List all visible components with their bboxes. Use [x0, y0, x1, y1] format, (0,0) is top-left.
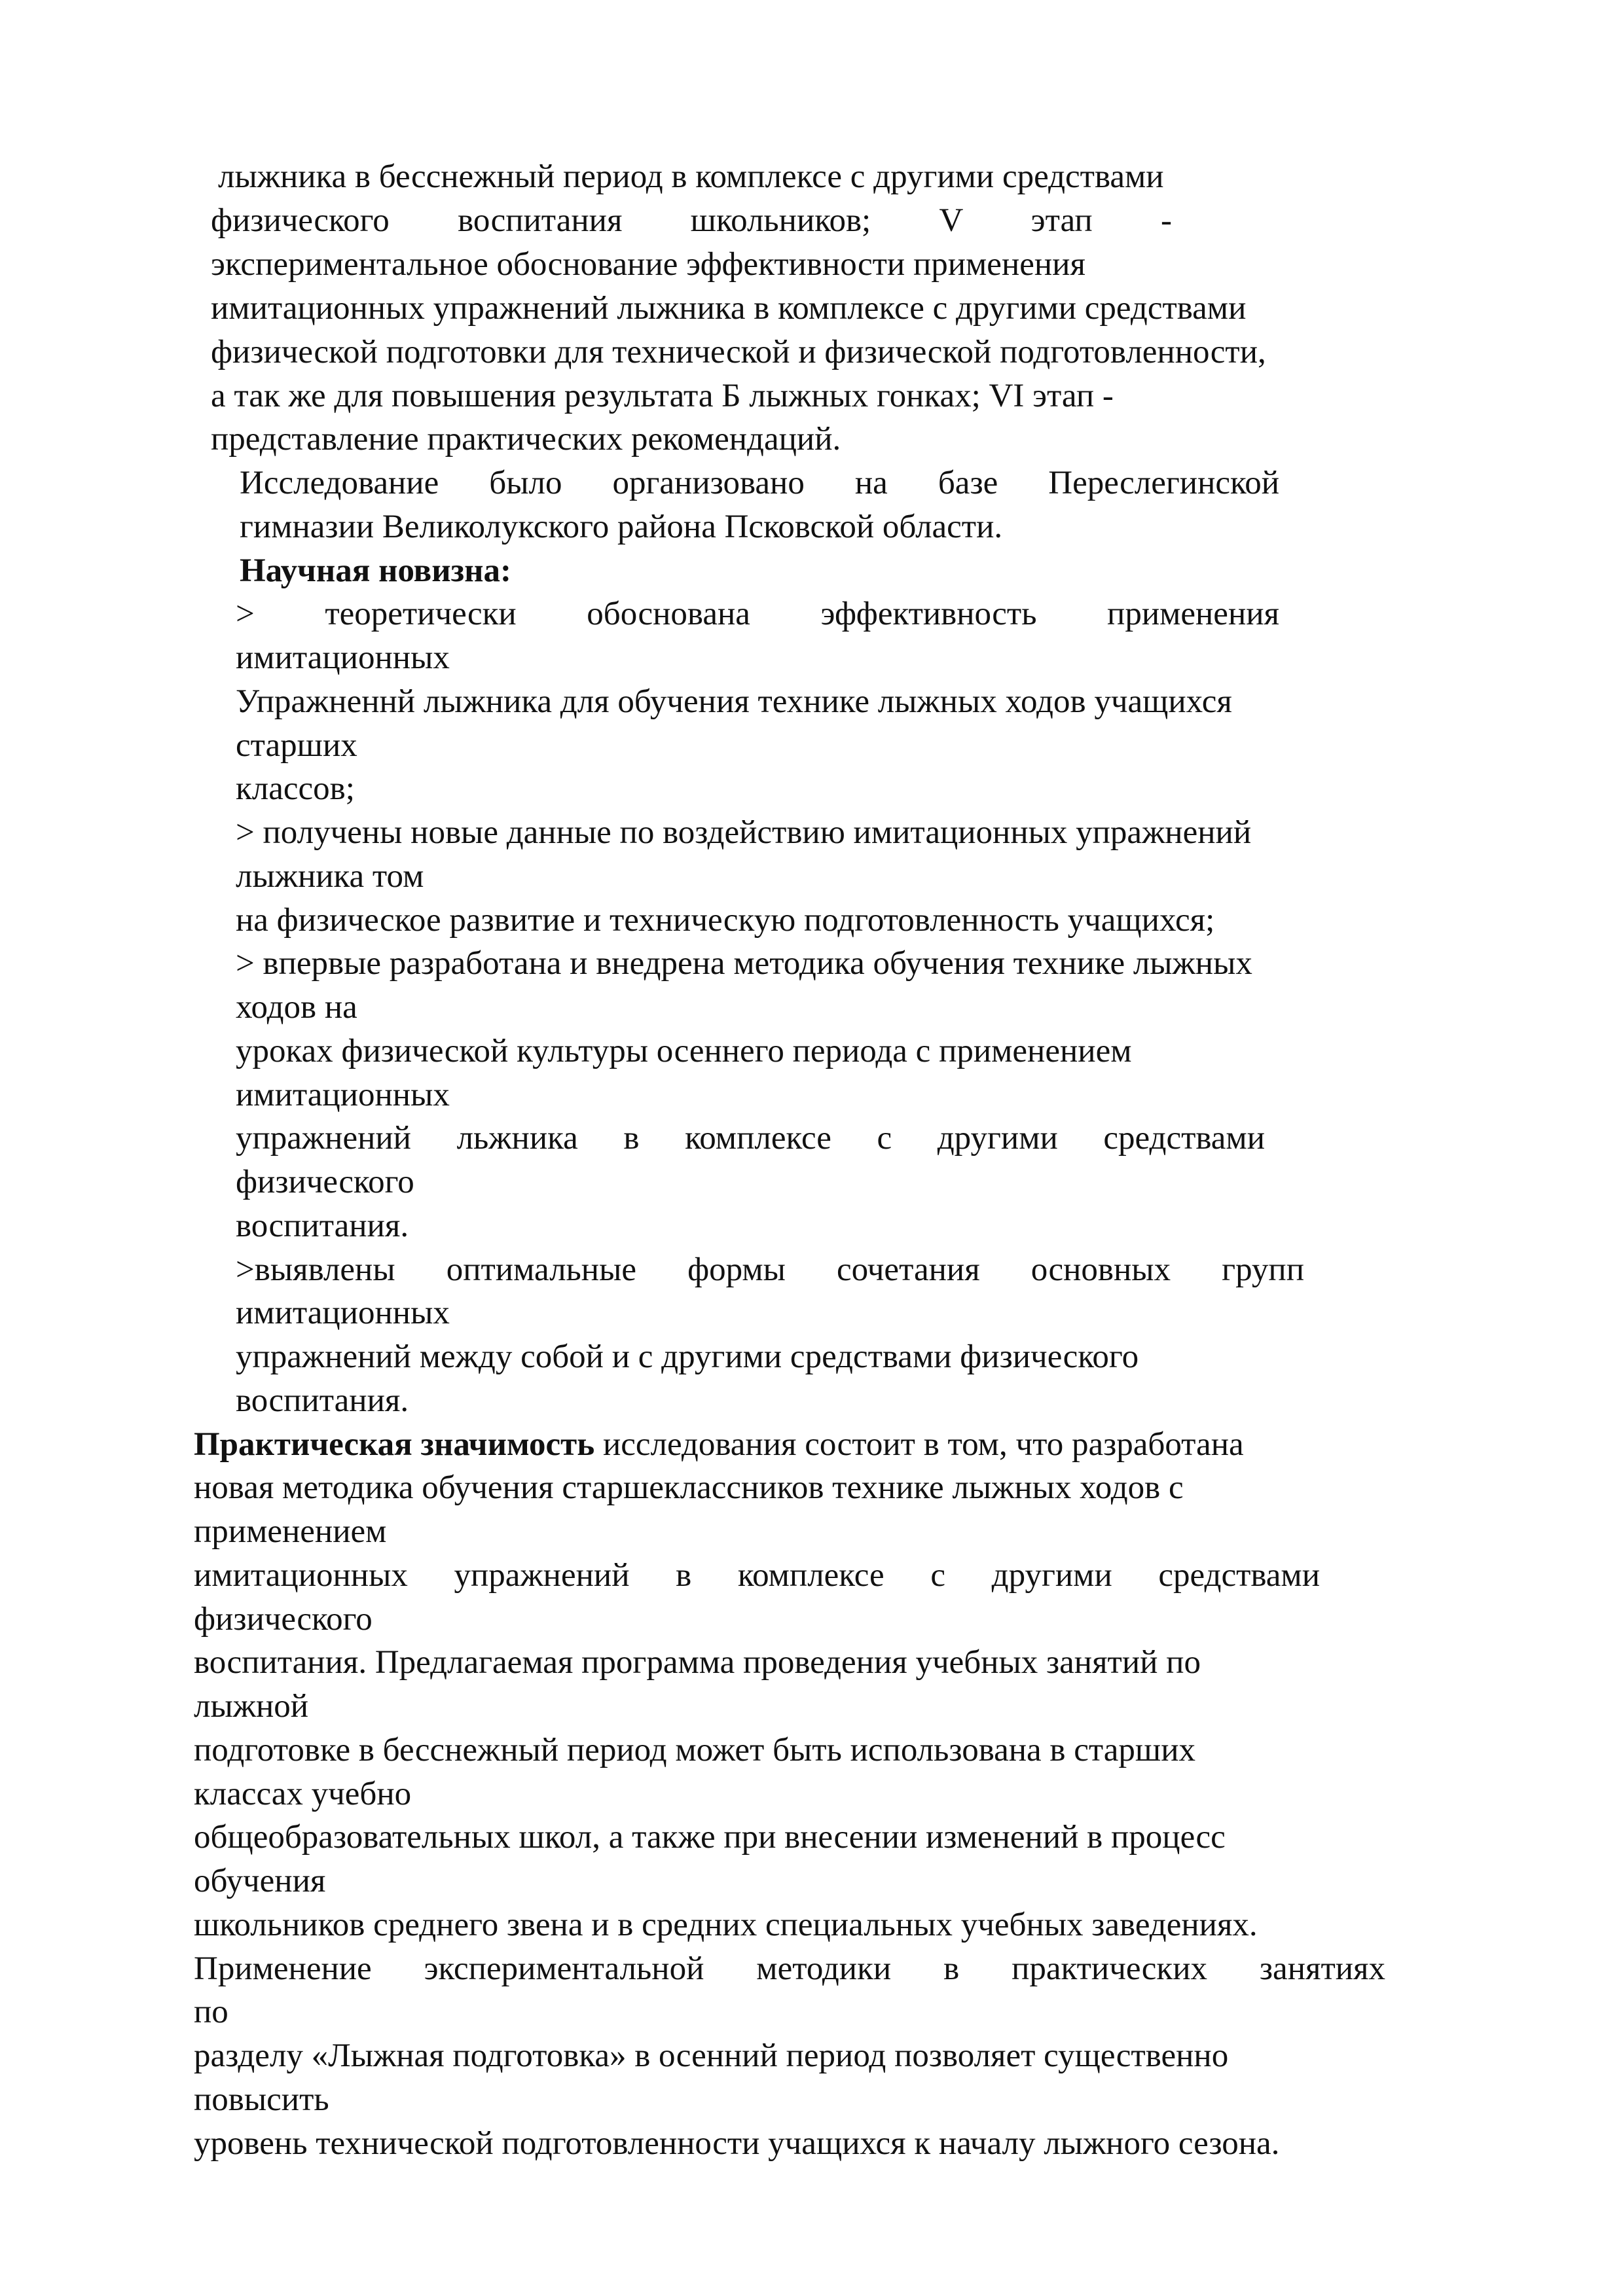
text-line: физического	[194, 1601, 373, 1638]
text-line: лыжника том	[236, 858, 424, 895]
text-line: имитационных	[236, 639, 450, 676]
text-line: воспитания.	[236, 1208, 409, 1244]
text-line: > получены новые данные по воздействию имитационных упражнений	[236, 814, 1252, 851]
text-line: упражнений между собой и с другими средствами физического	[236, 1338, 1139, 1375]
text-line: физического воспитания школьников; V этап -	[211, 202, 1172, 239]
text-line: по	[194, 1994, 228, 2030]
text-line	[194, 1425, 1244, 1464]
text-line: лыжной	[194, 1688, 309, 1725]
text-line: > впервые разработана и внедрена методика обучения технике лыжных	[236, 945, 1252, 982]
text-line: школьников среднего звена и в средних специальных учебных заведениях.	[194, 1907, 1258, 1943]
text-line: применением	[194, 1513, 387, 1550]
text-line: ходов на	[236, 989, 357, 1026]
text-line: разделу «Лыжная подготовка» в осенний период позволяет существенно	[194, 2037, 1229, 2074]
text-line: на физическое развитие и техническую подготовленность учащихся;	[236, 902, 1215, 939]
text-line: имитационных	[236, 1295, 450, 1331]
text-line: старших	[236, 727, 357, 764]
text-line: Исследование было организовано на базе Переслегинской	[240, 465, 1279, 501]
text-line: > теоретически обоснована эффективность применения	[236, 596, 1279, 632]
text-line: >выявлены оптимальные формы сочетания основных групп	[236, 1251, 1304, 1288]
text-line: уроках физической культуры осеннего периода с применением	[236, 1033, 1132, 1069]
text-line: классов;	[236, 770, 355, 807]
text-line: Применение экспериментальной методики в практических занятиях	[194, 1950, 1385, 1987]
text-line: обучения	[194, 1863, 326, 1899]
text-line: гимназии Великолукского района Псковской области.	[240, 509, 1003, 545]
text-line: общеобразовательных школ, а также при внесении изменений в процесс	[194, 1819, 1226, 1856]
text-line: представление практических рекомендаций.	[211, 421, 841, 457]
text-line: а так же для повышения результата Б лыжных гонках; VI этап -	[211, 378, 1114, 414]
text-line: имитационных	[236, 1077, 450, 1113]
section-heading: Практическая значимость	[194, 1426, 595, 1463]
text-line: упражнений льжника в комплексе с другими средствами	[236, 1120, 1265, 1157]
text-line: воспитания.	[236, 1382, 409, 1419]
text-span: исследования состоит в том, что разработана	[594, 1426, 1244, 1463]
text-line: новая методика обучения старшеклассников технике лыжных ходов с	[194, 1469, 1184, 1506]
text-line: экспериментальное обоснование эффективности применения	[211, 246, 1085, 283]
text-line: воспитания. Предлагаемая программа проведения учебных занятий по	[194, 1644, 1201, 1681]
section-heading: Научная новизна:	[240, 552, 511, 589]
text-line: физического	[236, 1164, 414, 1200]
text-line: подготовке в бесснежный период может быть использована в старших	[194, 1732, 1195, 1768]
text-line: повысить	[194, 2081, 329, 2118]
text-line: Упражненнй лыжника для обучения технике лыжных ходов учащихся	[236, 683, 1232, 720]
text-line: уровень технической подготовленности учащихся к началу лыжного сезона.	[194, 2125, 1280, 2162]
text-line: лыжника в бесснежный период в комплексе с другими средствами	[218, 158, 1164, 195]
text-line: классах учебно	[194, 1776, 412, 1812]
text-line: физической подготовки для технической и физической подготовленности,	[211, 334, 1266, 370]
text-line: имитационных упражнений в комплексе с другими средствами	[194, 1557, 1320, 1594]
text-line: имитационных упражнений лыжника в комплексе с другими средствами	[211, 290, 1247, 327]
